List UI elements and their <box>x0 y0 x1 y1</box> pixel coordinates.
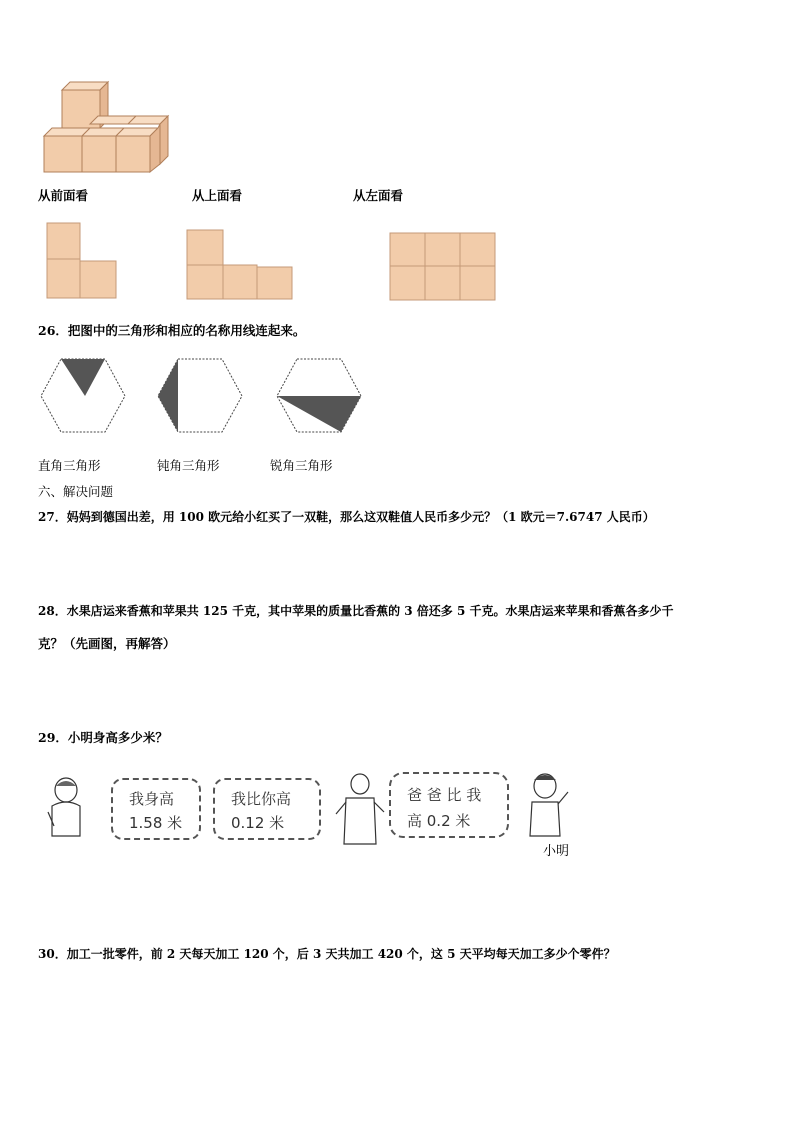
bubble-2-line2: 0.12 米 <box>231 814 285 832</box>
speech-bubble-1 <box>111 778 201 840</box>
front-view-label: 从前面看 <box>38 188 89 203</box>
top-view-label: 从上面看 <box>192 188 243 203</box>
question-27-text: 27．妈妈到德国出差，用 100 欧元给小红买了一双鞋，那么这双鞋值人民币多少元？（1 欧元＝7.6747 人民币） <box>38 510 655 524</box>
question-29-text: 29．小明身高多少米？ <box>38 730 168 745</box>
question-30-text: 30．加工一批零件，前 2 天每天加工 120 个，后 3 天共加工 420 个，这 5 天平均每天加工多少个零件？ <box>38 947 616 961</box>
hexagon-obtuse-triangle <box>276 358 362 434</box>
bubble-3-line1: 爸 爸 比 我 <box>407 786 482 804</box>
father-figure <box>334 772 386 846</box>
section-title: 六、解决问题 <box>38 484 114 499</box>
triangle-name-acute: 锐角三角形 <box>270 458 333 473</box>
question-28-line1: 28．水果店运来香蕉和苹果共 125 千克，其中苹果的质量比香蕉的 3 倍还多 5 千克。水果店运来苹果和香蕉各多少千 <box>38 604 674 618</box>
view-option-3 <box>389 232 497 302</box>
question-28-line2: 克？（先画图，再解答） <box>38 636 176 651</box>
bubble-2-line1: 我比你高 <box>231 790 292 808</box>
triangle-name-right: 直角三角形 <box>38 458 101 473</box>
bubble-1-line1: 我身高 <box>129 790 175 808</box>
cube-structure-figure <box>40 80 175 175</box>
bubble-1-line2: 1.58 米 <box>129 814 183 832</box>
woman-figure <box>44 776 90 838</box>
speech-bubble-2 <box>213 778 321 840</box>
speech-bubble-3 <box>389 772 509 838</box>
question-26-text: 26．把图中的三角形和相应的名称用线连起来。 <box>38 323 306 338</box>
hexagon-acute-triangle <box>40 358 126 434</box>
bubble-3-line2: 高 0.2 米 <box>407 812 471 830</box>
triangle-name-obtuse: 钝角三角形 <box>157 458 220 473</box>
xiaoming-figure <box>520 772 570 838</box>
view-option-1 <box>46 222 118 300</box>
left-view-label: 从左面看 <box>353 188 404 203</box>
xiaoming-label: 小明 <box>543 844 570 859</box>
hexagon-right-triangle <box>157 358 243 434</box>
view-option-2 <box>186 229 294 301</box>
